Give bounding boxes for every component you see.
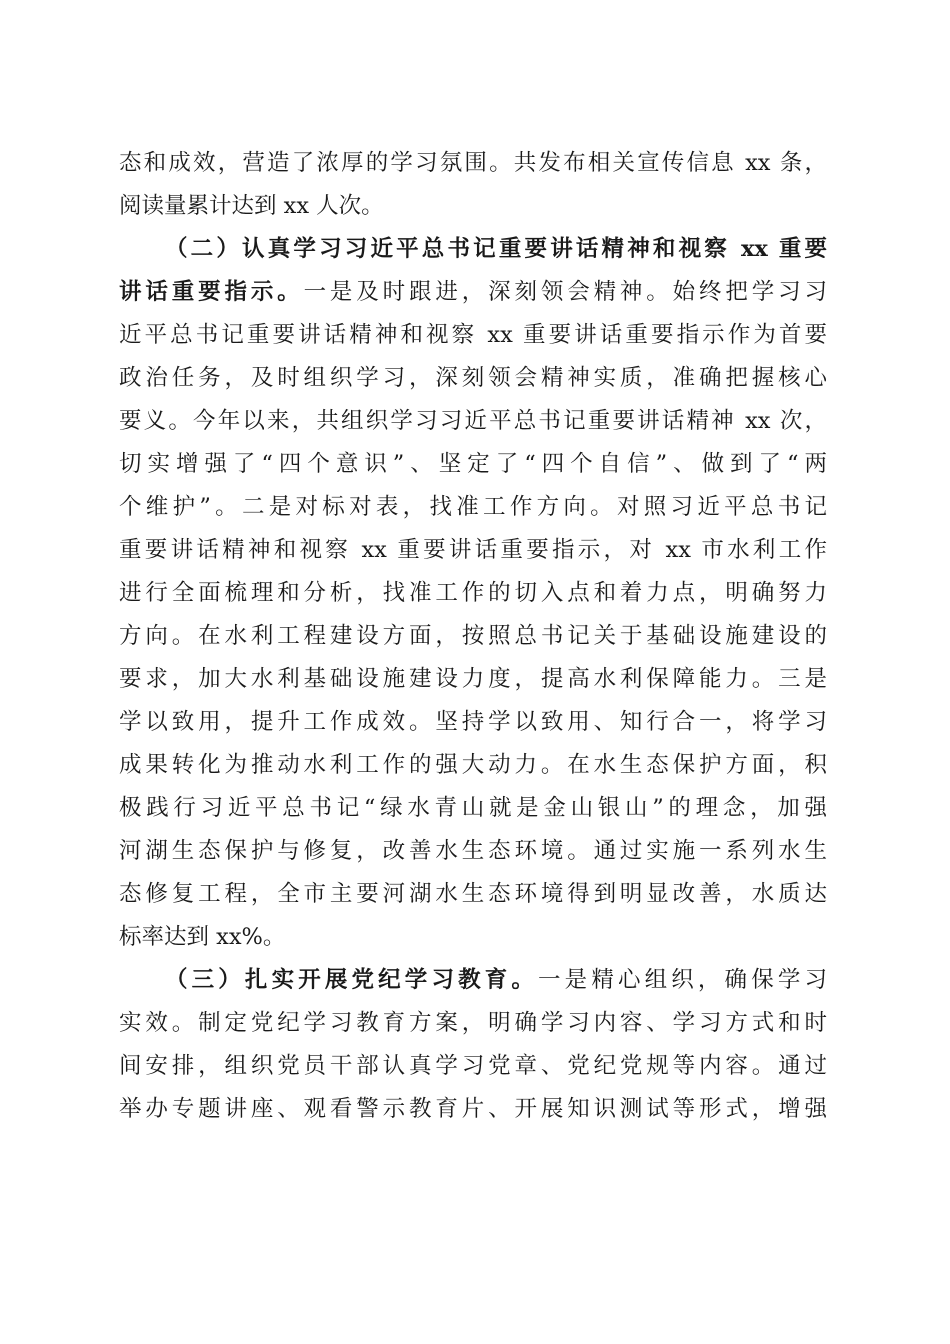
paragraph-line: 举办专题讲座、观看警示教育片、开展知识测试等形式，增强 <box>119 1096 827 1122</box>
paragraph-line: 态修复工程，全市主要河湖水生态环境得到明显改善，水质达 <box>119 881 827 907</box>
section-heading-two: （二）认真学习习近平总书记重要讲话精神和视察 xx 重要 <box>165 236 827 262</box>
paragraph-line: 个维护”。二是对标对表，找准工作方向。对照习近平总书记 <box>119 494 827 520</box>
paragraph-line <box>119 271 827 314</box>
paragraph-line: 态和成效，营造了浓厚的学习氛围。共发布相关宣传信息 xx 条， <box>119 150 827 176</box>
paragraph-line: 政治任务，及时组织学习，深刻领会精神实质，准确把握核心 <box>119 365 827 391</box>
paragraph-line <box>119 959 827 1002</box>
paragraph-line: 极践行习近平总书记“绿水青山就是金山银山”的理念，加强 <box>119 795 827 821</box>
paragraph-line: 阅读量累计达到 xx 人次。 <box>119 193 384 219</box>
paragraph-line: 进行全面梳理和分析，找准工作的切入点和着力点，明确努力 <box>119 580 827 606</box>
paragraph-text: 一是及时跟进，深刻领会精神。始终把学习习 <box>303 279 827 305</box>
paragraph-line: 方向。在水利工程建设方面，按照总书记关于基础设施建设的 <box>119 623 827 649</box>
document-body <box>119 142 827 1131</box>
paragraph-line: 要义。今年以来，共组织学习习近平总书记重要讲话精神 xx 次， <box>119 408 827 434</box>
section-heading-three: （三）扎实开展党纪学习教育。 <box>165 967 539 993</box>
section-heading-two-cont: 讲话重要指示。 <box>119 279 304 305</box>
paragraph-line: 成果转化为推动水利工作的强大动力。在水生态保护方面，积 <box>119 752 827 778</box>
paragraph-line: 切实增强了“四个意识”、坚定了“四个自信”、做到了“两 <box>119 451 827 477</box>
paragraph-line: 要求，加大水利基础设施建设力度，提高水利保障能力。三是 <box>119 666 827 692</box>
paragraph-line: 学以致用，提升工作成效。坚持学以致用、知行合一，将学习 <box>119 709 827 735</box>
paragraph-text: 一是精心组织，确保学习 <box>538 967 827 993</box>
paragraph-line: 标率达到 xx%。 <box>119 924 286 950</box>
paragraph-line: 河湖生态保护与修复，改善水生态环境。通过实施一系列水生 <box>119 838 827 864</box>
paragraph-line: 实效。制定党纪学习教育方案，明确学习内容、学习方式和时 <box>119 1010 827 1036</box>
paragraph-line: 重要讲话精神和视察 xx 重要讲话重要指示，对 xx 市水利工作 <box>119 537 827 563</box>
paragraph-line: 间安排，组织党员干部认真学习党章、党纪党规等内容。通过 <box>119 1053 827 1079</box>
paragraph-line: 近平总书记重要讲话精神和视察 xx 重要讲话重要指示作为首要 <box>119 322 827 348</box>
